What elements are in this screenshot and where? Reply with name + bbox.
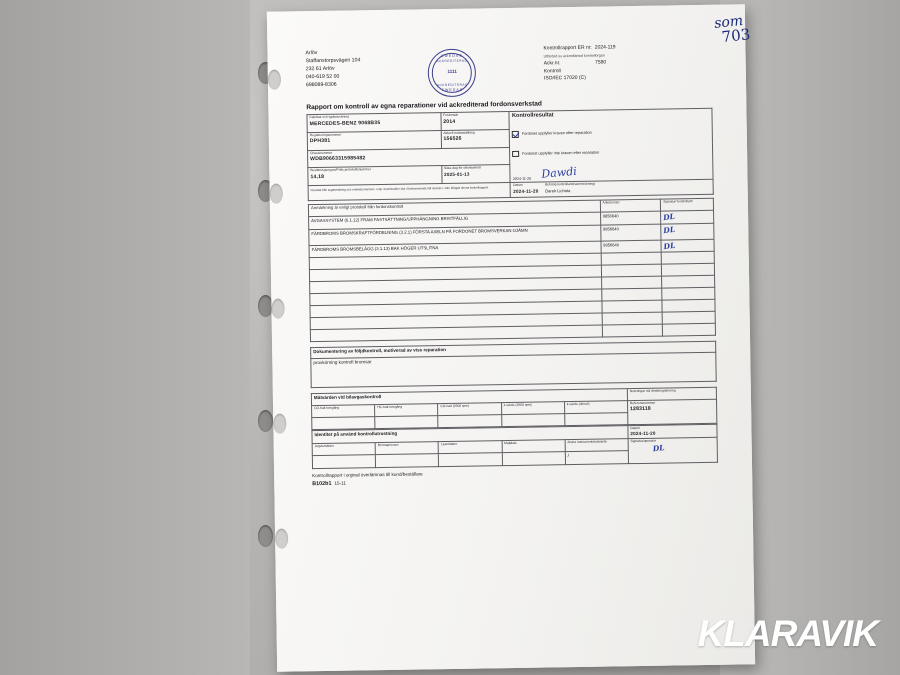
equipment-datum-label: Datum xyxy=(630,425,641,431)
datum-label: Datum xyxy=(513,182,523,188)
remark-order: 9856640 xyxy=(601,240,662,253)
remark-signature xyxy=(663,323,716,336)
remark-order xyxy=(602,300,663,313)
remark-order xyxy=(601,252,662,265)
remark-signature: DL xyxy=(661,239,714,252)
meta-value: 2024-119 xyxy=(594,44,616,51)
handwritten-pen-annotation xyxy=(714,12,752,46)
footnote-text: Resultat från avgasmätning och erkända manöver- resp. bromskrafter ska i förekommande fall noteras i, eller bifogas denna kontrollrapport xyxy=(310,185,489,193)
remark-order xyxy=(601,288,662,301)
remark-order xyxy=(602,324,663,337)
fabrikat-value: MERCEDES-BENZ 9068B35 xyxy=(309,119,381,127)
remarks-header-sig: Signatur/ kontrollant xyxy=(661,198,714,211)
footer-code-suffix: 15-11 xyxy=(334,480,346,486)
remark-signature: DL xyxy=(661,210,714,223)
documentation-heading: Dokumentering av följdkontroll, motiverad av viss reparation xyxy=(313,346,446,355)
page-title: Rapport om kontroll av egna reparationer vid ackrediterad fordonsverkstad xyxy=(306,100,542,112)
seal-top-text: SWEDAC xyxy=(440,53,463,58)
gas-val-4 xyxy=(564,413,627,426)
efterkontroll-value: 2025-01-13 xyxy=(444,171,470,177)
cell-fordonsar xyxy=(441,112,510,131)
equipment-col-0: Avgasmätare xyxy=(312,443,375,456)
seal-center-text: 1111 xyxy=(447,68,457,74)
equipment-val-3 xyxy=(502,452,565,466)
remark-order xyxy=(602,312,663,325)
document-header xyxy=(305,43,712,99)
result-handwritten-signature: Dawdi xyxy=(540,165,577,182)
remarks-header-text: Anmärkning är enligt protokoll från fordonskontroll xyxy=(308,200,600,217)
protokollsnummer-label: Besiktningsorgan/Polis protokollsnummer xyxy=(310,167,371,173)
gas-heading: Mätvärden vid bilavgaskontroll xyxy=(313,393,382,401)
chassinummer-value: WDB90663315985482 xyxy=(310,155,366,163)
remarks-header-order: Arbetsorder xyxy=(600,199,661,212)
klaravik-watermark: KLARAVIK xyxy=(697,613,878,654)
remark-order xyxy=(601,276,662,289)
equipment-col-3: Mätplats xyxy=(502,440,565,453)
protokollsnummer-value: 14,18 xyxy=(310,173,325,180)
referensnummer-label: Referensnummer xyxy=(629,400,656,406)
equipment-col-1: Bromsprovare xyxy=(375,442,438,455)
address-line: 698089-8306 xyxy=(305,81,337,89)
gas-val-0 xyxy=(312,417,375,430)
gas-val-1 xyxy=(375,416,438,429)
cell-protokollsnummer xyxy=(308,166,442,186)
kontrollresultat-heading: Kontrollresultat xyxy=(511,112,554,120)
checkbox-fail-icon[interactable] xyxy=(513,151,520,158)
remark-order: 9856640 xyxy=(600,224,661,241)
swedac-accreditation-seal-icon xyxy=(428,49,477,98)
result-signature-date: 2024-11-20 xyxy=(512,176,532,181)
meta-subtitle: Utfärdad av ackrediterad kontrollorgan xyxy=(543,52,605,58)
address-line: 232 61 Arlöv xyxy=(305,65,335,73)
equipment-signature-label: Signatur/operatör xyxy=(630,438,657,444)
kontrollrapport-document xyxy=(267,4,755,671)
fabrikat-label: Fabrikat och typbeteckning xyxy=(309,114,349,120)
gas-col-1: HC-halt tomgång xyxy=(375,404,438,417)
remark-text: FÄRDBROMS BROMSKRAFTFÖRDELNING (3.2.1) FÖRSTA AXELN PÅ FORDONET BROMSVERKAN OJÄMN xyxy=(309,225,601,246)
chassinummer-label: Chassinummer xyxy=(310,150,333,155)
equipment-val-0 xyxy=(312,455,375,469)
equipment-val-1 xyxy=(375,454,438,468)
equipment-signature-value: DL xyxy=(652,442,665,454)
equipment-heading: Identitet på använd kontrollutrustning xyxy=(314,430,398,438)
equipment-signature-cell xyxy=(628,437,718,463)
remark-signature: DL xyxy=(661,223,714,240)
company-address xyxy=(305,48,360,89)
behorig-kontrollant-label: Behörig kontrollant(namnteckning) xyxy=(545,181,596,187)
regnr-value: DPH381 xyxy=(309,138,331,145)
gas-col-4: k-värde (diesel) xyxy=(564,401,627,414)
address-line: Staffanstorpsvägen 104 xyxy=(305,57,361,65)
remark-signature xyxy=(662,299,715,312)
remark-text: AVGASSYSTEM (6.1.12) FRAM FASTSÄTTNING/UPPHÄNGNING BRISTFÄLLIG xyxy=(309,212,601,229)
address-line: 040-619 52 00 xyxy=(305,73,340,81)
address-line: Arlöv xyxy=(305,50,318,57)
referensnummer-cell xyxy=(627,399,717,424)
gas-val-3 xyxy=(501,414,564,427)
meta-label: Kontroll xyxy=(543,67,561,74)
equipment-col-2: Ljusmätare xyxy=(438,441,501,454)
meta-label: ISO/IEC 17020 (C) xyxy=(543,74,586,82)
gas-col-3: λ-värde (2500 rpm) xyxy=(501,402,564,415)
efterkontroll-label: Sista dag för efterkontroll xyxy=(443,165,481,171)
datum-value: 2024-11-20 xyxy=(513,188,539,195)
direktregistrering-heading: Noteringar vid direktregistrering xyxy=(629,388,676,394)
checkbox-pass-icon[interactable] xyxy=(512,131,519,138)
gas-val-2 xyxy=(438,415,501,428)
gas-measurement-table xyxy=(311,387,718,430)
background-left-shade xyxy=(0,0,250,675)
vehicle-and-result-table xyxy=(306,108,713,201)
equipment-datum-value: 2024-11-20 xyxy=(630,430,656,437)
equipment-table xyxy=(311,424,718,469)
cell-matarstallning xyxy=(441,129,510,148)
documentation-table xyxy=(310,341,717,388)
result-option-fail-label: Fordonet uppfyller inte kraven efter reparation xyxy=(522,150,600,156)
cell-fabrikat xyxy=(307,113,441,133)
pen-annotation-line2: 703 xyxy=(721,25,752,47)
matarstallning-label: Aktuell mätarställning xyxy=(443,130,475,135)
document-body xyxy=(305,43,718,488)
footer-text: Kontrollrapport i orginal överlämnas till kund/beställare xyxy=(312,471,423,479)
footer-code-value: B102b1 xyxy=(312,480,332,487)
meta-label: Ackr.nr. xyxy=(543,60,561,67)
meta-label: Kontrollrapport ER nr: xyxy=(543,44,592,52)
cell-kontrollresultat xyxy=(509,109,713,183)
behorig-kontrollant-name: Darek Lichota xyxy=(545,187,571,194)
remark-text: FÄRDBROMS BROMSBELÄGG (3.1.13) BAK HÖGER UTSLITNA xyxy=(309,241,601,258)
remark-signature xyxy=(662,287,715,300)
cell-efterkontroll-datum xyxy=(441,165,510,184)
documentation-text: provkörning kontroll bromsar xyxy=(313,359,372,366)
pen-annotation-line1: som xyxy=(713,12,745,32)
remark-signature xyxy=(662,251,715,264)
regnr-label: Registreringsnummer xyxy=(309,132,342,138)
fordonsar-label: Fordonsår xyxy=(443,113,459,118)
gas-col-0: CO-halt tomgång xyxy=(312,405,375,418)
seal-upper-text: ACKREDITERAD xyxy=(436,58,468,64)
matarstallning-value: 156526 xyxy=(443,135,462,143)
remark-order xyxy=(601,264,662,277)
fordonsar-value: 2014 xyxy=(443,118,456,125)
equipment-col-4: Andra instrument/mätvärde xyxy=(565,439,628,452)
remarks-table xyxy=(308,198,716,342)
meta-value: 7580 xyxy=(594,59,607,66)
cell-regnr xyxy=(307,131,441,151)
report-meta-block xyxy=(543,43,712,83)
remark-signature xyxy=(662,311,715,324)
seal-lower-text: ACKREDITERAD xyxy=(436,82,468,88)
remark-signature xyxy=(662,263,715,276)
equipment-val-4: / xyxy=(565,451,628,465)
remark-order: 9856640 xyxy=(600,211,661,224)
gas-col-2: CO-halt (2500 rpm) xyxy=(438,403,501,416)
equipment-val-2 xyxy=(439,453,502,467)
seal-bottom-text: SWEDAC xyxy=(441,87,464,93)
referensnummer-value: 1283118 xyxy=(629,405,651,413)
result-option-pass-label: Fordonet uppfyller kraven efter reparation xyxy=(521,130,592,136)
remark-signature xyxy=(662,275,715,288)
